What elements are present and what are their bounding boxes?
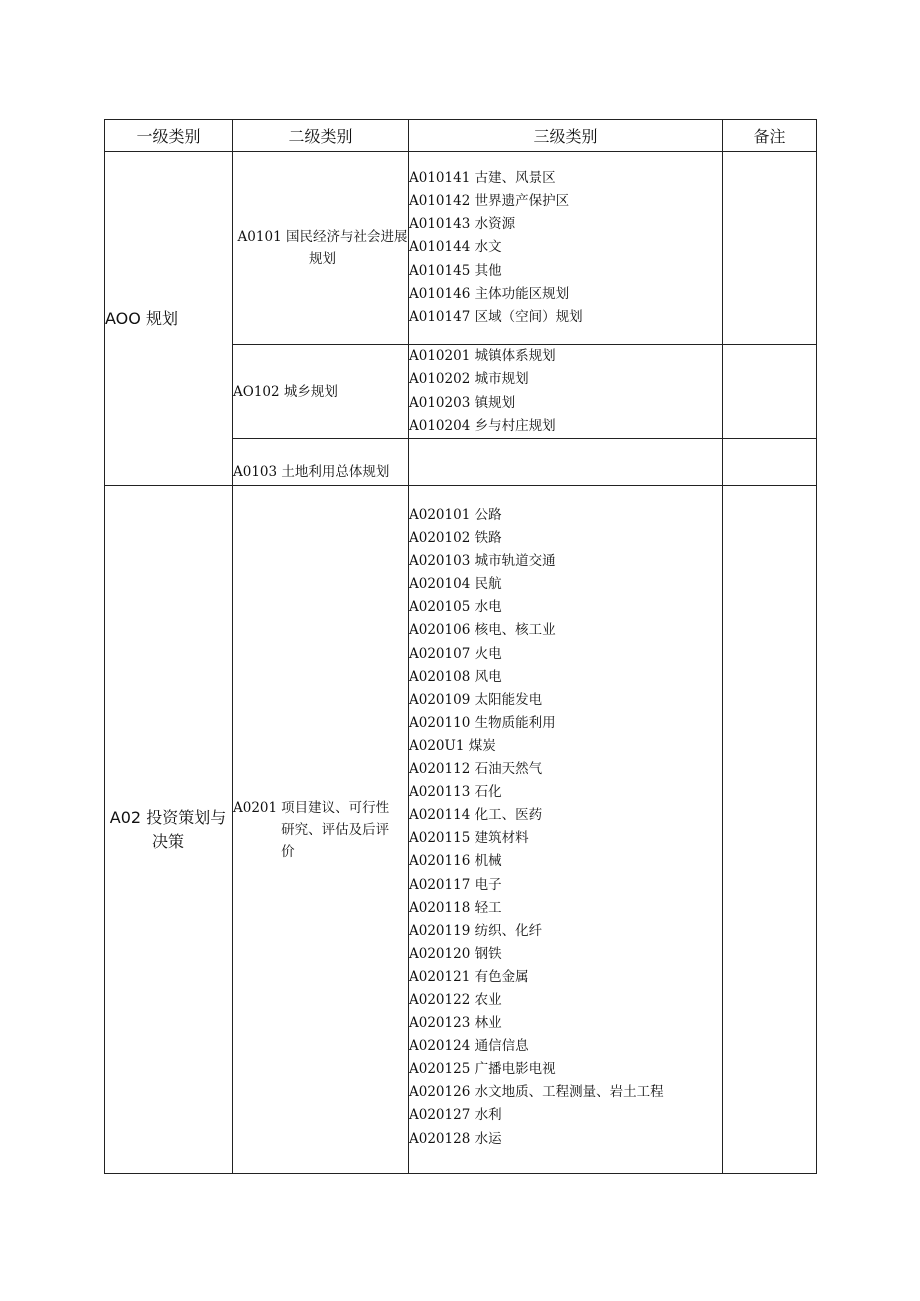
level3-list [409, 167, 722, 329]
table-row [105, 152, 817, 345]
list-item: A010141 古建、风景区 [409, 170, 556, 187]
level2-code: A0103 [233, 464, 278, 480]
table-header-row [105, 120, 817, 152]
level2-name: 国民经济与社会进展规划 [285, 229, 408, 267]
list-item: A020118 轻工 [409, 899, 502, 916]
list-item: A020119 纺织、化纤 [409, 922, 543, 939]
list-item: A020122 农业 [409, 991, 502, 1008]
list-item: A010142 世界遗产保护区 [409, 193, 570, 210]
list-item: A020124 通信信息 [409, 1038, 529, 1055]
list-item: A020115 建筑材料 [409, 830, 529, 847]
notes-cell [723, 439, 817, 486]
level3-cell [409, 152, 723, 345]
level3-cell [409, 486, 723, 1174]
list-item: A020103 城市轨道交通 [409, 553, 556, 570]
level2-name: 项目建议、可行性研究、评估及后评价 [281, 799, 390, 860]
level3-cell [409, 345, 723, 439]
list-item: A020108 风电 [409, 668, 502, 685]
level2-code: A0101 [237, 229, 282, 245]
level1-label: A02 投资策划与决策 [109, 807, 227, 851]
list-item: A020107 火电 [409, 645, 502, 662]
list-item: A020123 林业 [409, 1015, 502, 1032]
header-notes: 备注 [723, 120, 817, 152]
list-item: A010144 水文 [409, 239, 502, 256]
category-table-wrapper [104, 119, 816, 1173]
category-table [104, 119, 817, 1174]
notes-cell [723, 152, 817, 345]
table-row [105, 486, 817, 1174]
header-level3: 三级类别 [409, 120, 723, 152]
list-item: A010145 其他 [409, 262, 502, 279]
level1-cell [105, 486, 233, 1174]
list-item: A010147 区域（空间）规划 [409, 308, 583, 325]
list-item: A020109 太阳能发电 [409, 691, 543, 708]
level3-list [409, 504, 722, 1151]
notes-cell [723, 486, 817, 1174]
level2-cell [233, 345, 409, 439]
list-item: A020116 机械 [409, 853, 502, 870]
header-level1: 一级类别 [105, 120, 233, 152]
header-level2: 二级类别 [233, 120, 409, 152]
level2-cell [233, 439, 409, 486]
list-item: A010146 主体功能区规划 [409, 285, 570, 302]
list-item: A020126 水文地质、工程测量、岩土工程 [409, 1084, 664, 1101]
level3-cell [409, 439, 723, 486]
level2-code: AO102 [233, 383, 280, 400]
list-item: A010143 水资源 [409, 216, 516, 233]
level1-cell: AOO 规划 [105, 152, 233, 486]
list-item: A020125 广播电影电视 [409, 1061, 556, 1078]
list-item: A020U1 煤炭 [409, 737, 496, 754]
list-item: A020117 电子 [409, 876, 502, 893]
list-item: A020112 石油天然气 [409, 761, 543, 778]
list-item: A020114 化工、医药 [409, 807, 543, 824]
list-item: A020127 水利 [409, 1107, 502, 1124]
list-item: A020106 核电、核工业 [409, 622, 556, 639]
list-item: A020128 水运 [409, 1130, 502, 1147]
list-item: A020121 有色金属 [409, 968, 529, 985]
level2-block [233, 797, 408, 863]
level2-cell [233, 152, 409, 345]
list-item: A010202 城市规划 [409, 371, 529, 388]
level2-name: 土地利用总体规划 [281, 464, 390, 480]
list-item: A020101 公路 [409, 507, 502, 523]
list-item: A020102 铁路 [409, 530, 502, 547]
level2-name: 城乡规划 [283, 383, 338, 400]
level2-cell [233, 486, 409, 1174]
list-item: A020120 钢铁 [409, 945, 502, 962]
list-item: A020105 水电 [409, 599, 502, 616]
level2-code: A0201 [233, 799, 278, 816]
list-item: A010201 城镇体系规划 [409, 348, 556, 365]
list-item: A010203 镇规划 [409, 394, 516, 411]
list-item: A020110 生物质能利用 [409, 714, 556, 731]
list-item: A020104 民航 [409, 576, 502, 593]
list-item: A020113 石化 [409, 784, 502, 801]
notes-cell [723, 345, 817, 439]
level3-list [409, 345, 722, 437]
list-item: A010204 乡与村庄规划 [409, 417, 556, 434]
